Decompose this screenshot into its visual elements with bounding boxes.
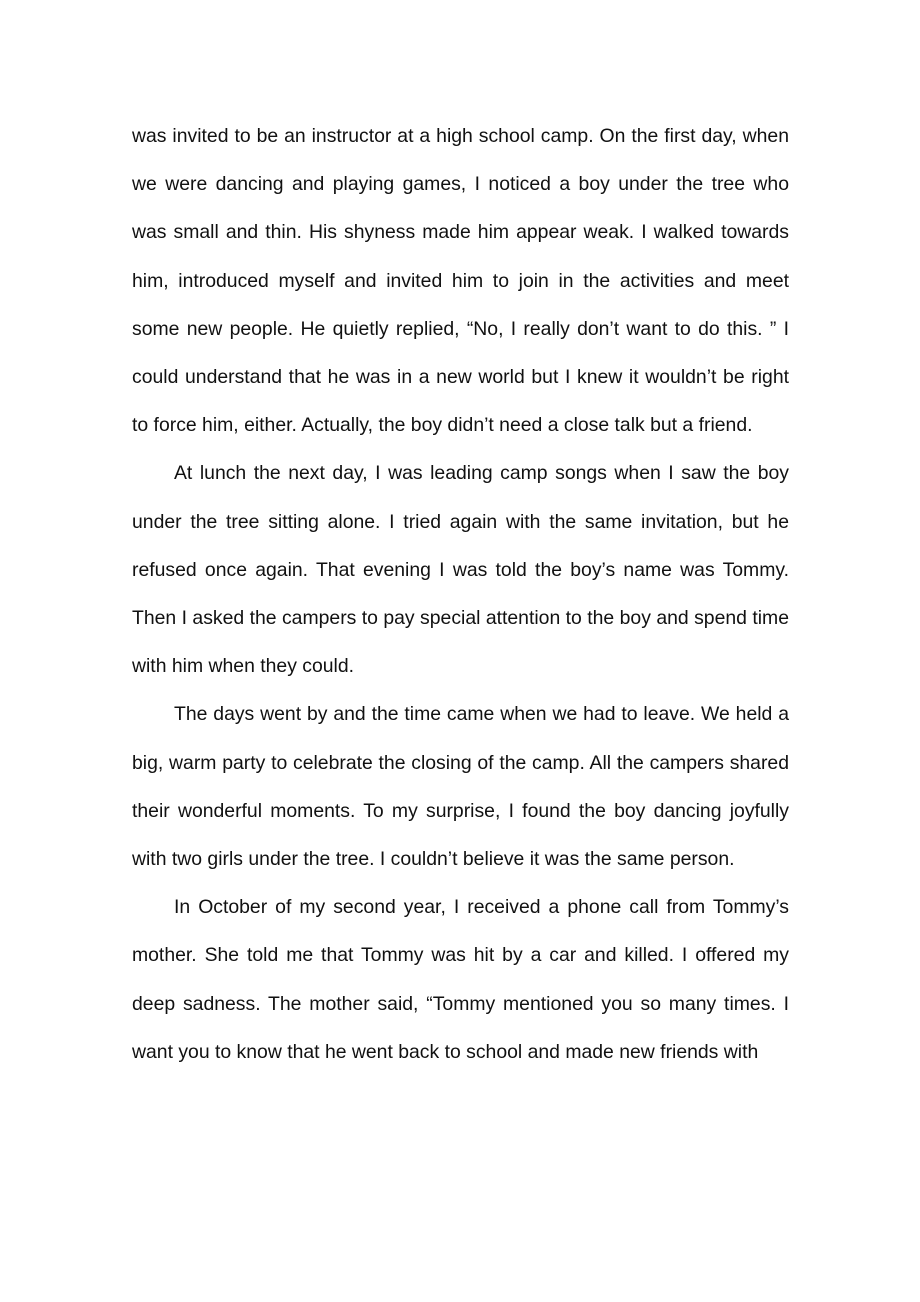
document-page: [132, 112, 789, 1076]
paragraph-2: At lunch the next day, I was leading camp songs when I saw the boy under the tree sitting alone. I tried again with the same invitation, but he refused once again. That evening I was told the boy’s name was Tommy. Then I asked the campers to pay special attention to the boy and spend time with him when they could.: [132, 462, 789, 678]
paragraph-4: In October of my second year, I received a phone call from Tommy’s mother. She told me that Tommy was hit by a car and killed. I offered my deep sadness. The mother said, “Tommy mentioned you so many times. I want you to know that he went back to school and made new friends with: [132, 896, 789, 1063]
paragraph-1: was invited to be an instructor at a high school camp. On the first day, when we were dancing and playing games, I noticed a boy under the tree who was small and thin. His shyness made him appear weak. I walked towards him, introduced myself and invited him to join in the activities and meet some new people. He quietly replied, “No, I really don’t want to do this. ” I could understand that he was in a new world but I knew it wouldn’t be right to force him, either. Actually, the boy didn’t need a close talk but a friend.: [132, 125, 789, 437]
paragraph-3: The days went by and the time came when we had to leave. We held a big, warm party to celebrate the closing of the camp. All the campers shared their wonderful moments. To my surprise, I found the boy dancing joyfully with two girls under the tree. I couldn’t believe it was the same person.: [132, 703, 789, 871]
